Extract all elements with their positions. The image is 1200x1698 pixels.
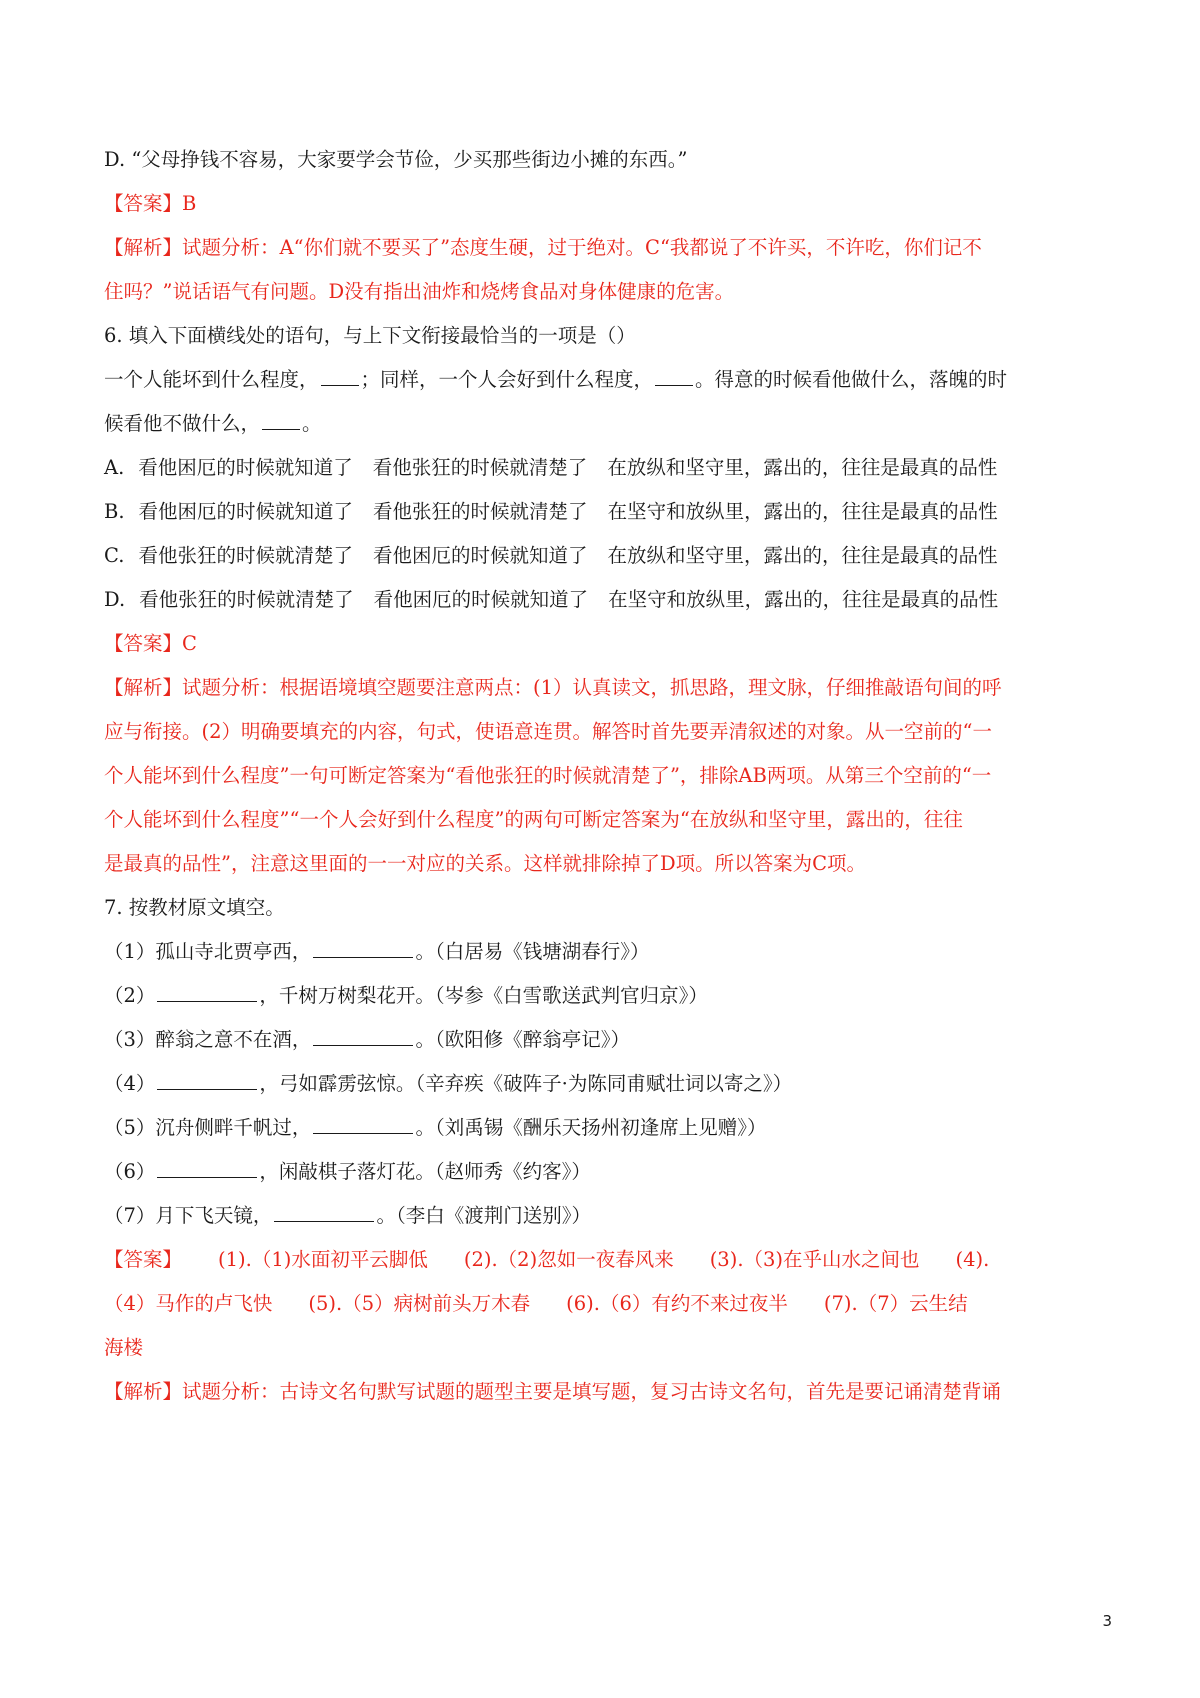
fill-blank[interactable] <box>313 1023 413 1046</box>
fill-blank[interactable] <box>655 363 693 386</box>
q7-item-3 <box>104 1018 1104 1062</box>
fill-blank[interactable] <box>313 1111 413 1134</box>
item-number: （6） <box>104 1160 156 1183</box>
q6-passage-line-1 <box>104 358 1104 402</box>
option-part: 看他张狂的时候就清楚了 <box>138 544 353 567</box>
q6-passage-line-2 <box>104 402 1104 446</box>
fill-blank[interactable] <box>157 979 257 1002</box>
option-part: 在坚守和放纵里，露出的，往往是最真的品性 <box>607 500 998 523</box>
analysis-text: 试题分析：A“你们就不要买了”态度生硬，过于绝对。C“我都说了不许买，不许吃，你们记不 <box>182 236 982 259</box>
q6-option-b[interactable] <box>104 490 1104 534</box>
fill-blank[interactable] <box>157 1155 257 1178</box>
q7-item-6 <box>104 1150 1104 1194</box>
item-text: ，闲敲棋子落灯花。（赵师秀《约客》） <box>259 1160 591 1183</box>
option-part: 在放纵和坚守里，露出的，往往是最真的品性 <box>607 456 998 479</box>
q6-stem: 6. 填入下面横线处的语句，与上下文衔接最恰当的一项是（） <box>104 324 636 347</box>
analysis-text: 试题分析：根据语境填空题要注意两点：(1）认真读文，抓思路，理文脉，仔细推敲语句间的呼 <box>182 676 1002 699</box>
q7-item-5 <box>104 1106 1104 1150</box>
q7-item-1 <box>104 930 1104 974</box>
analysis-tag: 【解析】 <box>104 676 183 699</box>
q6-option-c[interactable] <box>104 534 1104 578</box>
answer-part: (6).（6）有约不来过夜半 <box>566 1292 788 1315</box>
item-number: （4） <box>104 1072 156 1095</box>
page-number: 3 <box>1102 1612 1112 1630</box>
item-text: 孤山寺北贾亭西， <box>155 940 312 963</box>
item-number: （5） <box>104 1116 156 1139</box>
passage-text: ；同样，一个人会好到什么程度， <box>360 368 654 391</box>
item-text: 。（李白《渡荆门送别》） <box>376 1204 591 1227</box>
item-number: （1） <box>104 940 156 963</box>
answer-part: (7).（7）云生结 <box>823 1292 968 1315</box>
q6-analysis-line-1 <box>104 666 1104 710</box>
q7-stem: 7. 按教材原文填空。 <box>104 896 285 919</box>
option-part: 看他张狂的时候就清楚了 <box>373 500 588 523</box>
answer-part: （4）马作的卢飞快 <box>104 1292 273 1315</box>
q6-analysis-line-4: 个人能坏到什么程度”“一个人会好到什么程度”的两句可断定答案为“在放纵和坚守里，露出的，往往 <box>104 808 963 831</box>
item-text: 沉舟侧畔千帆过， <box>155 1116 312 1139</box>
option-letter: B. <box>104 500 125 523</box>
item-text: ，千树万树梨花开。（岑参《白雪歌送武判官归京》） <box>259 984 708 1007</box>
analysis-tag: 【解析】 <box>104 236 183 259</box>
q7-answer-line-1 <box>104 1238 1104 1282</box>
answer-tag: 【答案】 <box>104 192 183 215</box>
answer-part: (1).（1)水面初平云脚低 <box>218 1248 428 1271</box>
q7-item-7 <box>104 1194 1104 1238</box>
item-text: 。（白居易《钱塘湖春行》） <box>415 940 650 963</box>
document-page <box>104 138 1104 1414</box>
item-text: 醉翁之意不在酒， <box>155 1028 312 1051</box>
item-number: （7） <box>104 1204 156 1227</box>
q7-item-2 <box>104 974 1104 1018</box>
q7-answer-line-3: 海楼 <box>104 1336 144 1359</box>
option-letter: C. <box>104 544 125 567</box>
q7-item-4 <box>104 1062 1104 1106</box>
analysis-text: 试题分析：古诗文名句默写试题的题型主要是填写题，复习古诗文名句，首先是要记诵清楚背诵 <box>182 1380 1002 1403</box>
answer-tag: 【答案】 <box>104 1248 183 1271</box>
q6-analysis-line-5: 是最真的品性”，注意这里面的一一对应的关系。这样就排除掉了D项。所以答案为C项。 <box>104 852 867 875</box>
item-number: （3） <box>104 1028 156 1051</box>
q6-option-d[interactable] <box>104 578 1104 622</box>
item-text: ，弓如霹雳弦惊。（辛弃疾《破阵子·为陈同甫赋壮词以寄之》） <box>259 1072 793 1095</box>
item-number: （2） <box>104 984 156 1007</box>
fill-blank[interactable] <box>274 1199 374 1222</box>
answer-value: C <box>182 632 197 655</box>
q5-option-d: D. “父母挣钱不容易，大家要学会节俭，少买那些街边小摊的东西。” <box>104 148 688 171</box>
passage-text: 。得意的时候看他做什么，落魄的时 <box>695 368 1008 391</box>
fill-blank[interactable] <box>321 363 359 386</box>
option-part: 看他困厄的时候就知道了 <box>138 500 354 523</box>
answer-value: B <box>182 192 197 215</box>
fill-blank[interactable] <box>157 1067 257 1090</box>
q5-analysis-line-1 <box>104 226 1104 270</box>
analysis-tag: 【解析】 <box>104 1380 183 1403</box>
answer-tag: 【答案】 <box>104 632 183 655</box>
option-part: 看他困厄的时候就知道了 <box>138 456 353 479</box>
option-part: 在放纵和坚守里，露出的，往往是最真的品性 <box>607 544 998 567</box>
option-letter: A. <box>104 456 125 479</box>
passage-text: 候看他不做什么， <box>104 412 261 435</box>
answer-part: (3).（3)在乎山水之间也 <box>709 1248 920 1271</box>
fill-blank[interactable] <box>262 407 300 430</box>
option-part: 看他困厄的时候就知道了 <box>372 544 588 567</box>
option-part: 看他张狂的时候就清楚了 <box>139 588 354 611</box>
q6-option-a[interactable] <box>104 446 1104 490</box>
item-text: 。（欧阳修《醉翁亭记》） <box>415 1028 630 1051</box>
item-text: 。（刘禹锡《酬乐天扬州初逢席上见赠》） <box>415 1116 767 1139</box>
q5-answer <box>104 182 1104 226</box>
option-part: 看他张狂的时候就清楚了 <box>372 456 588 479</box>
passage-text: 一个人能坏到什么程度， <box>104 368 319 391</box>
option-letter: D. <box>104 588 126 611</box>
answer-part: (2).（2)忽如一夜春风来 <box>463 1248 674 1271</box>
item-text: 月下飞天镜， <box>155 1204 273 1227</box>
q6-analysis-line-2: 应与衔接。(2）明确要填充的内容，句式，使语意连贯。解答时首先要弄清叙述的对象。从一空前的“一 <box>104 720 992 743</box>
q7-answer-line-2 <box>104 1282 1104 1326</box>
q6-answer <box>104 622 1104 666</box>
fill-blank[interactable] <box>313 935 413 958</box>
q6-analysis-line-3: 个人能坏到什么程度”一句可断定答案为“看他张狂的时候就清楚了”，排除AB两项。从第三个空前的“一 <box>104 764 992 787</box>
q5-analysis-line-2: 住吗？”说话语气有问题。D没有指出油炸和烧烤食品对身体健康的危害。 <box>104 280 735 303</box>
passage-text: 。 <box>302 412 322 435</box>
option-part: 在坚守和放纵里，露出的，往往是最真的品性 <box>608 588 999 611</box>
q7-analysis-line-1 <box>104 1370 1104 1414</box>
answer-part: (5).（5）病树前头万木春 <box>308 1292 531 1315</box>
answer-part: (4). <box>955 1248 990 1271</box>
option-part: 看他困厄的时候就知道了 <box>373 588 589 611</box>
